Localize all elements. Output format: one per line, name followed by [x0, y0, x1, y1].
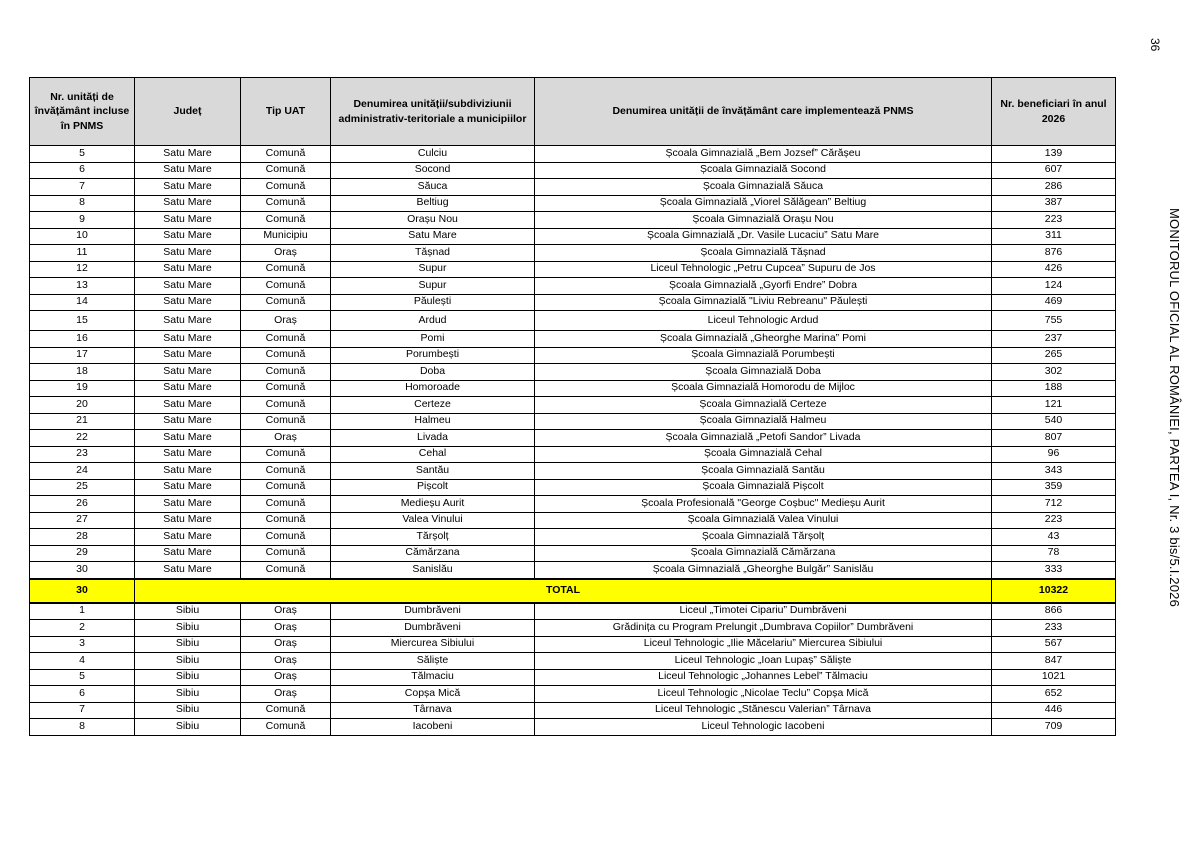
table-row	[30, 179, 1116, 196]
cell-uat: Doba	[331, 364, 535, 381]
header-tip-uat: Tip UAT	[241, 78, 331, 146]
cell-uat: Socond	[331, 162, 535, 179]
cell-beneficiari: 446	[992, 702, 1116, 719]
cell-unitate: Școala Gimnazială Valea Vinului	[535, 512, 992, 529]
cell-judet: Satu Mare	[135, 195, 241, 212]
cell-uat: Santău	[331, 463, 535, 480]
cell-unitate: Liceul Tehnologic „Nicolae Teclu” Copșa Mică	[535, 686, 992, 703]
cell-nr: 1	[30, 603, 135, 620]
cell-nr: 8	[30, 195, 135, 212]
cell-unitate: Liceul Tehnologic Ardud	[535, 311, 992, 331]
cell-nr: 6	[30, 162, 135, 179]
cell-nr: 7	[30, 179, 135, 196]
cell-judet: Sibiu	[135, 636, 241, 653]
cell-nr: 4	[30, 653, 135, 670]
cell-beneficiari: 1021	[992, 669, 1116, 686]
cell-tip-uat: Comună	[241, 212, 331, 229]
cell-uat: Satu Mare	[331, 228, 535, 245]
table-row	[30, 413, 1116, 430]
cell-judet: Satu Mare	[135, 212, 241, 229]
cell-uat: Dumbrăveni	[331, 620, 535, 637]
cell-judet: Satu Mare	[135, 380, 241, 397]
cell-nr: 5	[30, 146, 135, 163]
table-row	[30, 636, 1116, 653]
cell-beneficiari: 387	[992, 195, 1116, 212]
cell-judet: Satu Mare	[135, 479, 241, 496]
cell-judet: Satu Mare	[135, 512, 241, 529]
cell-nr: 3	[30, 636, 135, 653]
cell-tip-uat: Comună	[241, 397, 331, 414]
cell-unitate: Școala Gimnazială Santău	[535, 463, 992, 480]
cell-unitate: Școala Gimnazială „Dr. Vasile Lucaciu” Satu Mare	[535, 228, 992, 245]
table-row	[30, 195, 1116, 212]
cell-tip-uat: Comună	[241, 195, 331, 212]
table-row	[30, 347, 1116, 364]
cell-tip-uat: Comună	[241, 146, 331, 163]
cell-uat: Porumbești	[331, 347, 535, 364]
cell-nr: 15	[30, 311, 135, 331]
table-row	[30, 669, 1116, 686]
cell-judet: Satu Mare	[135, 228, 241, 245]
cell-nr: 21	[30, 413, 135, 430]
cell-beneficiari: 78	[992, 545, 1116, 562]
cell-unitate: Școala Gimnazială Tărșolț	[535, 529, 992, 546]
table-row	[30, 686, 1116, 703]
cell-judet: Satu Mare	[135, 463, 241, 480]
cell-tip-uat: Comună	[241, 347, 331, 364]
cell-uat: Livada	[331, 430, 535, 447]
cell-tip-uat: Comună	[241, 719, 331, 736]
cell-unitate: Școala Gimnazială „Bem Jozsef” Cărășeu	[535, 146, 992, 163]
cell-tip-uat: Comună	[241, 413, 331, 430]
cell-uat: Pișcolt	[331, 479, 535, 496]
cell-judet: Satu Mare	[135, 529, 241, 546]
cell-beneficiari: 426	[992, 261, 1116, 278]
cell-tip-uat: Comună	[241, 294, 331, 311]
table-row	[30, 545, 1116, 562]
cell-judet: Sibiu	[135, 603, 241, 620]
table-row	[30, 529, 1116, 546]
table-row	[30, 702, 1116, 719]
table-row	[30, 278, 1116, 295]
cell-nr: 28	[30, 529, 135, 546]
table-body-sibiu	[30, 603, 1116, 736]
cell-unitate: Școala Gimnazială Doba	[535, 364, 992, 381]
cell-uat: Certeze	[331, 397, 535, 414]
cell-uat: Tălmaciu	[331, 669, 535, 686]
cell-nr: 13	[30, 278, 135, 295]
cell-unitate: Școala Gimnazială „Petofi Sandor” Livada	[535, 430, 992, 447]
cell-judet: Sibiu	[135, 653, 241, 670]
cell-beneficiari: 286	[992, 179, 1116, 196]
cell-judet: Satu Mare	[135, 496, 241, 513]
table-row	[30, 311, 1116, 331]
cell-judet: Satu Mare	[135, 331, 241, 348]
cell-nr: 7	[30, 702, 135, 719]
table-row	[30, 331, 1116, 348]
cell-judet: Satu Mare	[135, 311, 241, 331]
total-count: 30	[30, 579, 135, 603]
cell-unitate: Școala Gimnazială Cehal	[535, 446, 992, 463]
cell-beneficiari: 265	[992, 347, 1116, 364]
cell-unitate: Școala Gimnazială Tășnad	[535, 245, 992, 262]
cell-uat: Culciu	[331, 146, 535, 163]
table-row	[30, 620, 1116, 637]
cell-unitate: Școala Gimnazială Săuca	[535, 179, 992, 196]
cell-beneficiari: 876	[992, 245, 1116, 262]
cell-tip-uat: Oraș	[241, 245, 331, 262]
cell-tip-uat: Comună	[241, 364, 331, 381]
cell-nr: 16	[30, 331, 135, 348]
cell-uat: Miercurea Sibiului	[331, 636, 535, 653]
table-row	[30, 463, 1116, 480]
cell-judet: Satu Mare	[135, 364, 241, 381]
cell-uat: Dumbrăveni	[331, 603, 535, 620]
cell-beneficiari: 302	[992, 364, 1116, 381]
cell-unitate: Liceul „Timotei Cipariu” Dumbrăveni	[535, 603, 992, 620]
cell-judet: Satu Mare	[135, 347, 241, 364]
cell-unitate: Școala Gimnazială Socond	[535, 162, 992, 179]
cell-unitate: Școala Gimnazială Certeze	[535, 397, 992, 414]
cell-uat: Tășnad	[331, 245, 535, 262]
cell-uat: Homoroade	[331, 380, 535, 397]
cell-tip-uat: Comună	[241, 261, 331, 278]
cell-uat: Valea Vinului	[331, 512, 535, 529]
cell-beneficiari: 233	[992, 620, 1116, 637]
cell-beneficiari: 333	[992, 562, 1116, 579]
cell-uat: Copșa Mică	[331, 686, 535, 703]
cell-beneficiari: 847	[992, 653, 1116, 670]
cell-tip-uat: Comună	[241, 179, 331, 196]
page-number: 36	[1148, 38, 1162, 52]
cell-nr: 5	[30, 669, 135, 686]
table-row	[30, 162, 1116, 179]
cell-tip-uat: Comună	[241, 529, 331, 546]
cell-uat: Tărșolț	[331, 529, 535, 546]
table-row	[30, 512, 1116, 529]
cell-nr: 23	[30, 446, 135, 463]
cell-uat: Pomi	[331, 331, 535, 348]
table-row	[30, 653, 1116, 670]
cell-unitate: Școala Gimnazială „Gheorghe Bulgăr” Sanislău	[535, 562, 992, 579]
cell-judet: Satu Mare	[135, 162, 241, 179]
cell-uat: Halmeu	[331, 413, 535, 430]
cell-uat: Târnava	[331, 702, 535, 719]
cell-nr: 2	[30, 620, 135, 637]
cell-tip-uat: Comună	[241, 512, 331, 529]
cell-tip-uat: Comună	[241, 463, 331, 480]
cell-tip-uat: Comună	[241, 380, 331, 397]
cell-unitate: Liceul Tehnologic Iacobeni	[535, 719, 992, 736]
cell-uat: Săuca	[331, 179, 535, 196]
cell-uat: Păulești	[331, 294, 535, 311]
table-row	[30, 245, 1116, 262]
total-label: TOTAL	[135, 579, 992, 603]
cell-tip-uat: Oraș	[241, 430, 331, 447]
cell-nr: 17	[30, 347, 135, 364]
journal-header: MONITORUL OFICIAL AL ROMÂNIEI, PARTEA I, Nr. 3 bis/5.I.2026	[1167, 208, 1182, 608]
cell-uat: Supur	[331, 261, 535, 278]
cell-beneficiari: 139	[992, 146, 1116, 163]
cell-nr: 6	[30, 686, 135, 703]
cell-unitate: Școala Gimnazială „Gheorghe Marina” Pomi	[535, 331, 992, 348]
cell-unitate: Școala Gimnazială Orașu Nou	[535, 212, 992, 229]
cell-nr: 30	[30, 562, 135, 579]
cell-nr: 14	[30, 294, 135, 311]
cell-nr: 19	[30, 380, 135, 397]
cell-unitate: Liceul Tehnologic „Petru Cupcea” Supuru de Jos	[535, 261, 992, 278]
header-denumire-unitate: Denumirea unității de învățământ care implementează PNMS	[535, 78, 992, 146]
cell-judet: Sibiu	[135, 719, 241, 736]
cell-tip-uat: Comună	[241, 479, 331, 496]
cell-unitate: Școala Gimnazială „Viorel Sălăgean” Beltiug	[535, 195, 992, 212]
cell-beneficiari: 223	[992, 512, 1116, 529]
cell-judet: Satu Mare	[135, 430, 241, 447]
table-row	[30, 261, 1116, 278]
beneficiaries-table	[29, 77, 1116, 736]
cell-tip-uat: Comună	[241, 702, 331, 719]
total-row	[30, 579, 1116, 603]
table-row	[30, 603, 1116, 620]
cell-unitate: Liceul Tehnologic „Ilie Măcelariu” Miercurea Sibiului	[535, 636, 992, 653]
table-row	[30, 364, 1116, 381]
cell-tip-uat: Comună	[241, 278, 331, 295]
cell-judet: Satu Mare	[135, 146, 241, 163]
cell-beneficiari: 359	[992, 479, 1116, 496]
table-header-row	[30, 78, 1116, 146]
cell-judet: Satu Mare	[135, 261, 241, 278]
cell-beneficiari: 709	[992, 719, 1116, 736]
cell-judet: Satu Mare	[135, 397, 241, 414]
cell-uat: Iacobeni	[331, 719, 535, 736]
cell-beneficiari: 311	[992, 228, 1116, 245]
cell-nr: 18	[30, 364, 135, 381]
cell-unitate: Liceul Tehnologic „Stănescu Valerian” Târnava	[535, 702, 992, 719]
table-row	[30, 212, 1116, 229]
cell-unitate: Liceul Tehnologic „Johannes Lebel” Tălmaciu	[535, 669, 992, 686]
cell-nr: 27	[30, 512, 135, 529]
cell-tip-uat: Oraș	[241, 686, 331, 703]
table-row	[30, 479, 1116, 496]
cell-beneficiari: 188	[992, 380, 1116, 397]
cell-uat: Beltiug	[331, 195, 535, 212]
cell-judet: Sibiu	[135, 620, 241, 637]
cell-unitate: Grădinița cu Program Prelungit „Dumbrava Copiilor” Dumbrăveni	[535, 620, 992, 637]
cell-beneficiari: 121	[992, 397, 1116, 414]
table-row	[30, 397, 1116, 414]
cell-judet: Sibiu	[135, 669, 241, 686]
cell-tip-uat: Oraș	[241, 603, 331, 620]
cell-tip-uat: Comună	[241, 562, 331, 579]
cell-nr: 26	[30, 496, 135, 513]
cell-tip-uat: Comună	[241, 446, 331, 463]
cell-unitate: Școala Gimnazială „Gyorfi Endre” Dobra	[535, 278, 992, 295]
table-row	[30, 380, 1116, 397]
cell-judet: Sibiu	[135, 686, 241, 703]
cell-uat: Sanislău	[331, 562, 535, 579]
cell-tip-uat: Comună	[241, 331, 331, 348]
table-row	[30, 562, 1116, 579]
cell-judet: Sibiu	[135, 702, 241, 719]
cell-uat: Orașu Nou	[331, 212, 535, 229]
table-row	[30, 446, 1116, 463]
cell-beneficiari: 124	[992, 278, 1116, 295]
cell-tip-uat: Comună	[241, 496, 331, 513]
total-value: 10322	[992, 579, 1116, 603]
cell-judet: Satu Mare	[135, 179, 241, 196]
cell-uat: Săliște	[331, 653, 535, 670]
cell-tip-uat: Oraș	[241, 620, 331, 637]
cell-beneficiari: 607	[992, 162, 1116, 179]
cell-nr: 8	[30, 719, 135, 736]
cell-beneficiari: 43	[992, 529, 1116, 546]
cell-nr: 29	[30, 545, 135, 562]
cell-judet: Satu Mare	[135, 545, 241, 562]
cell-unitate: Școala Gimnazială Porumbești	[535, 347, 992, 364]
cell-judet: Satu Mare	[135, 446, 241, 463]
cell-uat: Ardud	[331, 311, 535, 331]
cell-tip-uat: Oraș	[241, 636, 331, 653]
table-total	[30, 579, 1116, 603]
cell-beneficiari: 540	[992, 413, 1116, 430]
cell-nr: 11	[30, 245, 135, 262]
table-body-satu-mare	[30, 146, 1116, 579]
cell-tip-uat: Oraș	[241, 311, 331, 331]
cell-judet: Satu Mare	[135, 294, 241, 311]
table-row	[30, 294, 1116, 311]
cell-tip-uat: Comună	[241, 545, 331, 562]
cell-beneficiari: 469	[992, 294, 1116, 311]
cell-tip-uat: Municipiu	[241, 228, 331, 245]
cell-beneficiari: 866	[992, 603, 1116, 620]
cell-unitate: Școala Gimnazială Cămărzana	[535, 545, 992, 562]
cell-uat: Cehal	[331, 446, 535, 463]
cell-judet: Satu Mare	[135, 413, 241, 430]
cell-nr: 24	[30, 463, 135, 480]
cell-beneficiari: 223	[992, 212, 1116, 229]
cell-nr: 12	[30, 261, 135, 278]
cell-beneficiari: 755	[992, 311, 1116, 331]
cell-unitate: Școala Gimnazială Homorodu de Mijloc	[535, 380, 992, 397]
cell-nr: 22	[30, 430, 135, 447]
cell-beneficiari: 807	[992, 430, 1116, 447]
cell-tip-uat: Oraș	[241, 653, 331, 670]
cell-beneficiari: 343	[992, 463, 1116, 480]
cell-unitate: Școala Gimnazială Halmeu	[535, 413, 992, 430]
cell-beneficiari: 237	[992, 331, 1116, 348]
cell-beneficiari: 96	[992, 446, 1116, 463]
cell-judet: Satu Mare	[135, 245, 241, 262]
cell-unitate: Școala Gimnazială "Liviu Rebreanu" Păulești	[535, 294, 992, 311]
table-row	[30, 146, 1116, 163]
cell-nr: 10	[30, 228, 135, 245]
header-nr-beneficiari: Nr. beneficiari în anul 2026	[992, 78, 1116, 146]
table-row	[30, 430, 1116, 447]
cell-nr: 9	[30, 212, 135, 229]
table-row	[30, 228, 1116, 245]
cell-tip-uat: Comună	[241, 162, 331, 179]
header-nr-unitati: Nr. unități de învățământ incluse în PNMS	[30, 78, 135, 146]
header-judet: Județ	[135, 78, 241, 146]
cell-beneficiari: 567	[992, 636, 1116, 653]
cell-judet: Satu Mare	[135, 562, 241, 579]
cell-unitate: Școala Gimnazială Pișcolt	[535, 479, 992, 496]
cell-uat: Cămărzana	[331, 545, 535, 562]
cell-unitate: Liceul Tehnologic „Ioan Lupaș” Săliște	[535, 653, 992, 670]
cell-unitate: Școala Profesională "George Coșbuc" Medieșu Aurit	[535, 496, 992, 513]
cell-nr: 25	[30, 479, 135, 496]
cell-tip-uat: Oraș	[241, 669, 331, 686]
cell-beneficiari: 652	[992, 686, 1116, 703]
cell-uat: Medieșu Aurit	[331, 496, 535, 513]
header-denumire-uat: Denumirea unității/subdiviziunii administrativ-teritoriale a municipiilor	[331, 78, 535, 146]
table-row	[30, 719, 1116, 736]
cell-judet: Satu Mare	[135, 278, 241, 295]
table-row	[30, 496, 1116, 513]
cell-nr: 20	[30, 397, 135, 414]
cell-beneficiari: 712	[992, 496, 1116, 513]
cell-uat: Supur	[331, 278, 535, 295]
